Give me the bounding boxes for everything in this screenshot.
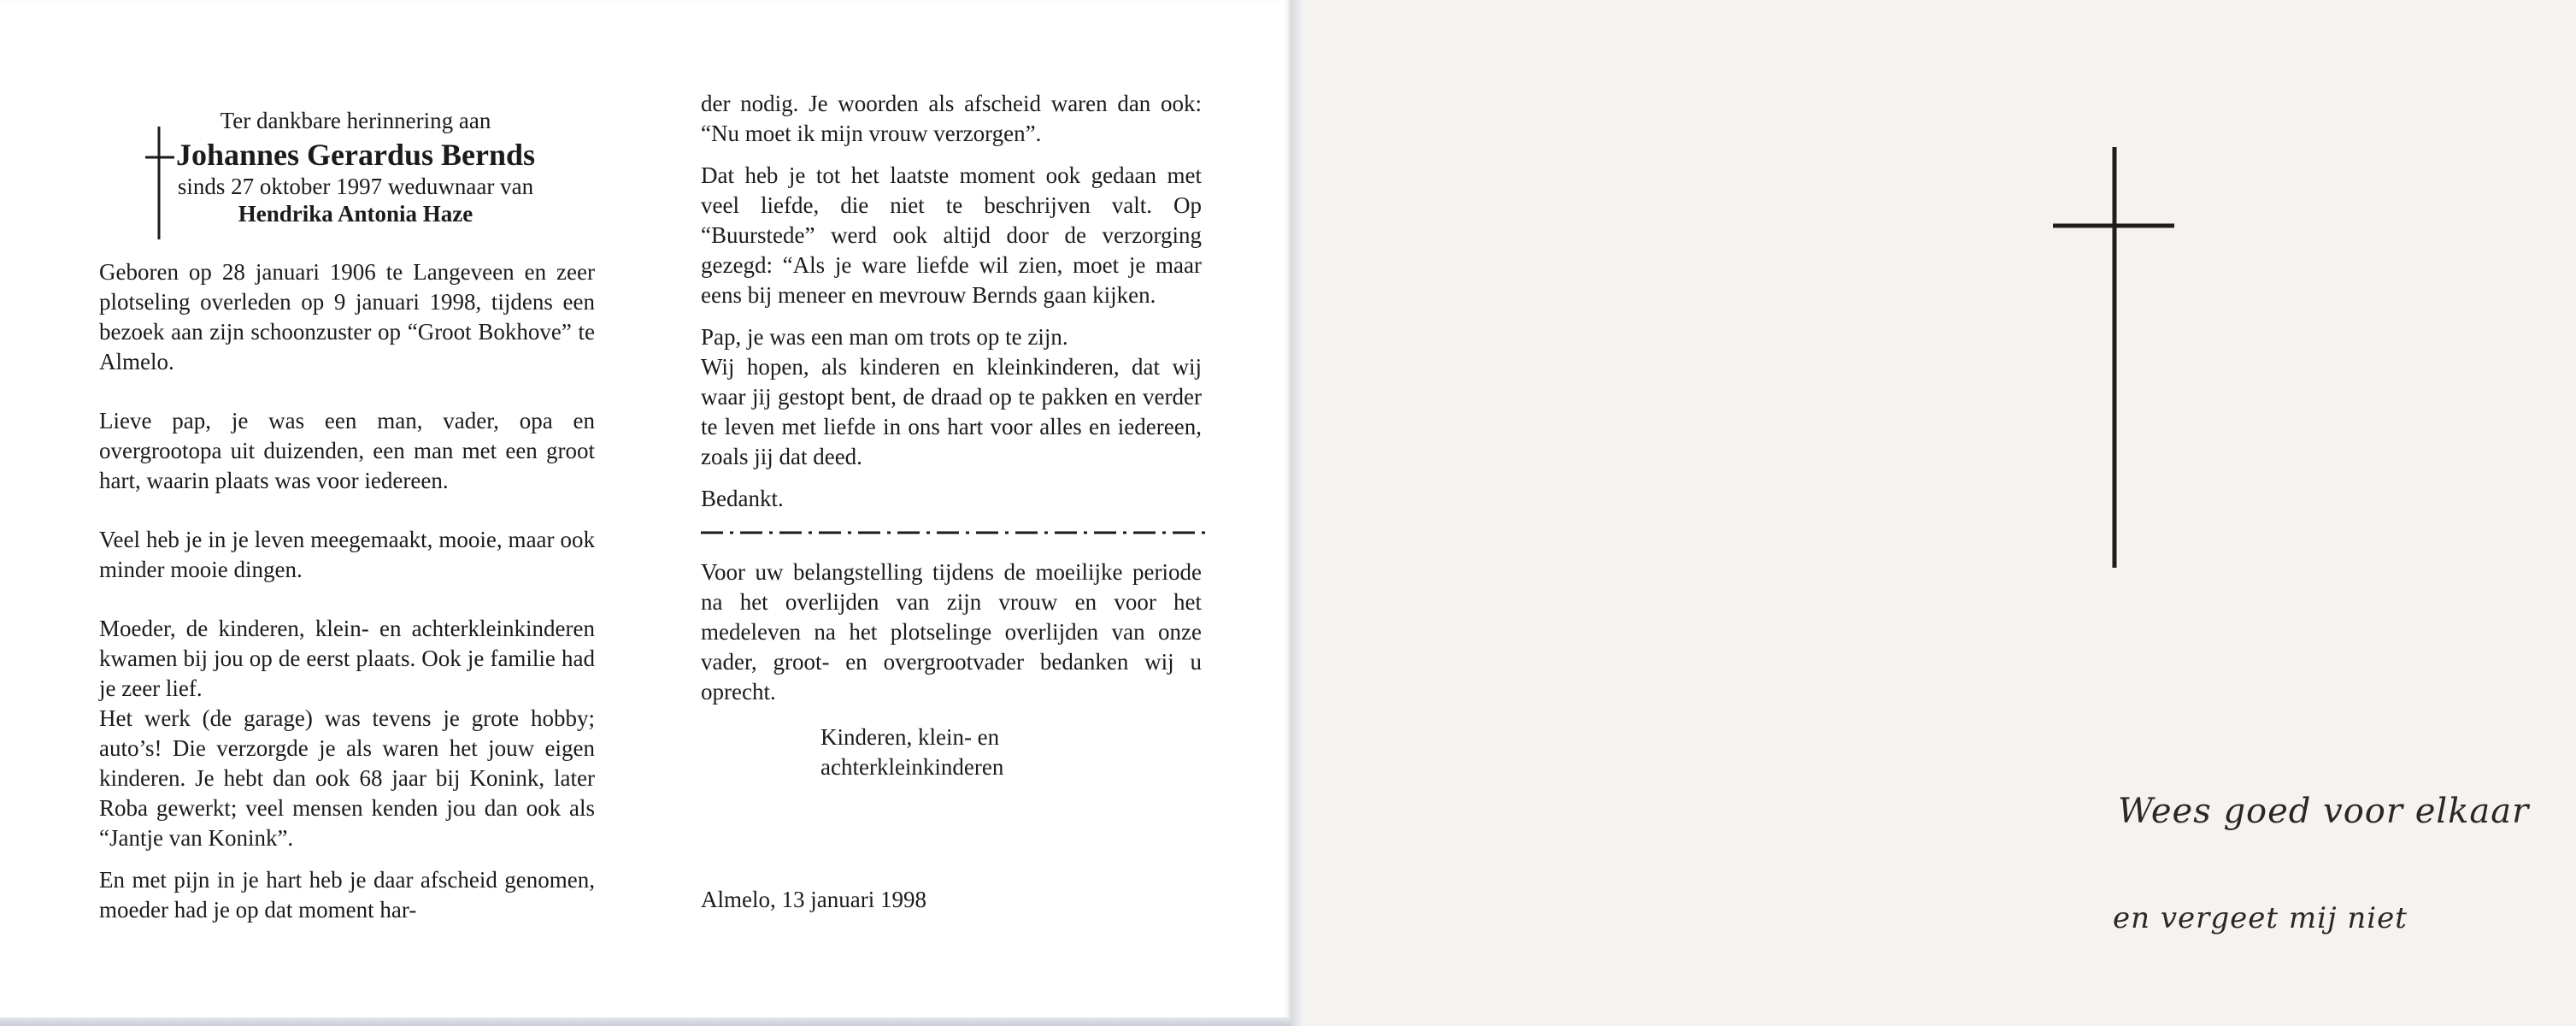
left-column: [99, 106, 595, 925]
paragraph-birth: Geboren op 28 januari 1906 te Langeveen en zeer plotseling overleden op 9 januari 1998, tijdens een bezoek aan zijn schoonzuster op “Groot Bokhove” te Almelo.: [99, 259, 595, 374]
header: [99, 106, 595, 228]
paragraph-farewell: En met pijn in je hart heb je daar afscheid genomen, moeder had je op dat moment har-: [99, 867, 595, 923]
card-gap: [1291, 0, 1303, 1026]
cross-icon: [144, 123, 178, 243]
paragraph-work: Het werk (de garage) was tevens je grote hobby; auto’s! Die verzorgde je als waren het jouw eigen kinderen. Je hebt dan ook 68 jaar bij Konink, later Roba gewerkt; veel mensen kenden jou dan ook als “Jantje van Konink”.: [99, 705, 595, 851]
paragraph-proud: Pap, je was een man om trots op te zijn.: [701, 324, 1068, 350]
motto-line-1: Wees goed voor elkaar: [2118, 792, 2530, 831]
signature-line-1: Kinderen, klein- en: [820, 724, 1000, 750]
thanks-paragraph: Voor uw belangstelling tijdens de moeilijke periode na het overlijden van zijn vrouw en voor het medeleven na het plotselinge overlijden van onze vader, groot- en overgrootvader bedanken wij u oprecht.: [701, 559, 1202, 705]
paragraph-hope: Wij hopen, als kinderen en kleinkinderen, dat wij waar jij gestopt bent, de draad op te pakken en verder te leven met liefde in ons hart voor alles en iedereen, zoals jij dat deed.: [701, 354, 1202, 469]
paragraph-thanked: Bedankt.: [701, 486, 784, 511]
right-column: [701, 89, 1202, 915]
motto-line-2: en vergeet mij niet: [2113, 901, 2408, 935]
deceased-name: Johannes Gerardus Bernds: [175, 138, 536, 172]
signature-line-2: achterkleinkinderen: [820, 754, 1004, 780]
paragraph-tribute: Lieve pap, je was een man, vader, opa en overgrootopa uit duizenden, een man met een groot hart, waarin plaats was voor iedereen.: [99, 408, 595, 493]
paragraph-care: Dat heb je tot het laatste moment ook gedaan met veel liefde, die niet te beschrijven valt. Op “Buurstede” werd ook altijd door de verzorging gezegd: “Als je ware liefde wil zien, moet je maar eens bij meneer en mevrouw Bernds gaan kijken.: [701, 162, 1202, 308]
widower-line: sinds 27 oktober 1997 weduwnaar van: [177, 174, 534, 199]
paragraph-life: Veel heb je in je leven meegemaakt, mooie, maar ook minder mooie dingen.: [99, 527, 595, 582]
place-date: Almelo, 13 januari 1998: [701, 887, 926, 912]
spouse-name: Hendrika Antonia Haze: [238, 201, 473, 227]
dash-dot-divider: [701, 531, 1205, 534]
large-cross-icon: [2050, 144, 2178, 571]
paragraph-farewell-cont: der nodig. Je woorden als afscheid waren dan ook: “Nu moet ik mijn vrouw verzorgen”.: [701, 91, 1202, 146]
paragraph-family: Moeder, de kinderen, klein- en achterkleinkinderen kwamen bij jou op de eerst plaats. Ook je familie had je zeer lief.: [99, 616, 595, 701]
fold-line: [1945, 0, 1947, 1026]
header-intro: Ter dankbare herinnering aan: [220, 108, 491, 133]
outer-card: [1303, 0, 2576, 1026]
signature: [820, 722, 1202, 782]
